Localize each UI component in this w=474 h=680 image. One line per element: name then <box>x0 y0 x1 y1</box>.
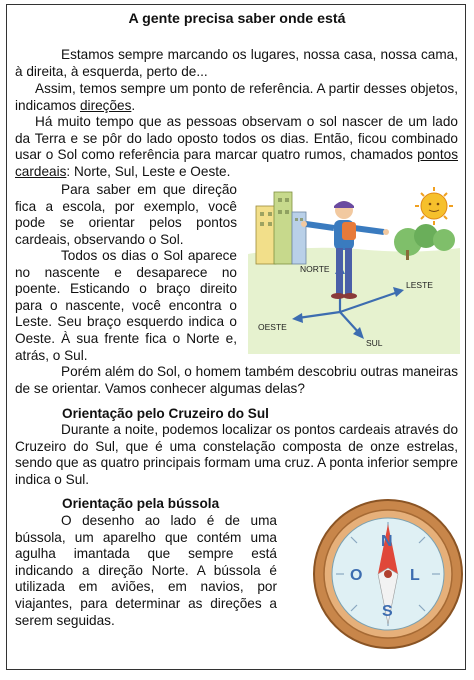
label-leste: LESTE <box>406 280 433 290</box>
label-oeste: OESTE <box>258 322 287 332</box>
paragraph-7: Durante a noite, podemos localizar os pontos cardeais através do Cruzeiro do Sul, que é uma constelação composta de onze estrelas, sendo que as quatro principais formam uma cruz. A ponta inferior sempre indica o Sul. <box>15 422 458 487</box>
cardinal-points-illustration <box>248 184 460 354</box>
compass-letter-o: O <box>350 567 363 584</box>
compass-illustration <box>312 494 464 654</box>
paragraph-6: Porém além do Sol, o homem também descobriu outras maneiras de se orientar. Vamos conhecer algumas delas? <box>15 364 458 396</box>
compass-letter-l: L <box>410 567 420 584</box>
paragraph-2: Assim, temos sempre um ponto de referência. A partir desses objetos, indicamos direções. <box>15 81 458 113</box>
heading-cruzeiro-do-sul: Orientação pelo Cruzeiro do Sul <box>62 406 269 421</box>
term-direcoes: direções <box>79 97 132 113</box>
compass-letter-n: N <box>381 533 393 550</box>
heading-bussola: Orientação pela bússola <box>62 496 220 511</box>
compass-letter-s: S <box>382 603 393 620</box>
term-pontos-cardeais: pontos cardeais <box>15 147 458 179</box>
paragraph-3: Há muito tempo que as pessoas observam o sol nascer de um lado da Terra e se pôr do lado oposto todos os dias. Então, ficou combinado usar o Sol como referência para marcar quatro rumos, chamados pontos cardeais: Norte, Sul, Leste e Oeste. <box>15 114 458 179</box>
page-title: A gente precisa saber onde está <box>128 11 346 27</box>
paragraph-4: Para saber em que direção fica a escola, por exemplo, você pode se orientar pelos pontos cardeais, observando o Sol. <box>15 182 237 247</box>
label-sul: SUL <box>366 338 383 348</box>
paragraph-1: Estamos sempre marcando os lugares, nossa casa, nossa cama, à direita, à esquerda, perto de... <box>15 47 458 79</box>
paragraph-5: Todos os dias o Sol aparece no nascente e desaparece no poente. Esticando o braço direito para o nascente, você encontra o Leste. Seu braço esquerdo indica o Oeste. À sua frente fica o Norte e, atrás, o Sul. <box>15 248 237 363</box>
label-norte: NORTE <box>300 264 330 274</box>
paragraph-8: O desenho ao lado é de uma bússola, um aparelho que contém uma agulha imantada que sempre está indicando a direção Norte. A bússola é utilizada em aviões, em navios, por viajantes, para determinar as direções a serem seguidas. <box>15 513 277 628</box>
